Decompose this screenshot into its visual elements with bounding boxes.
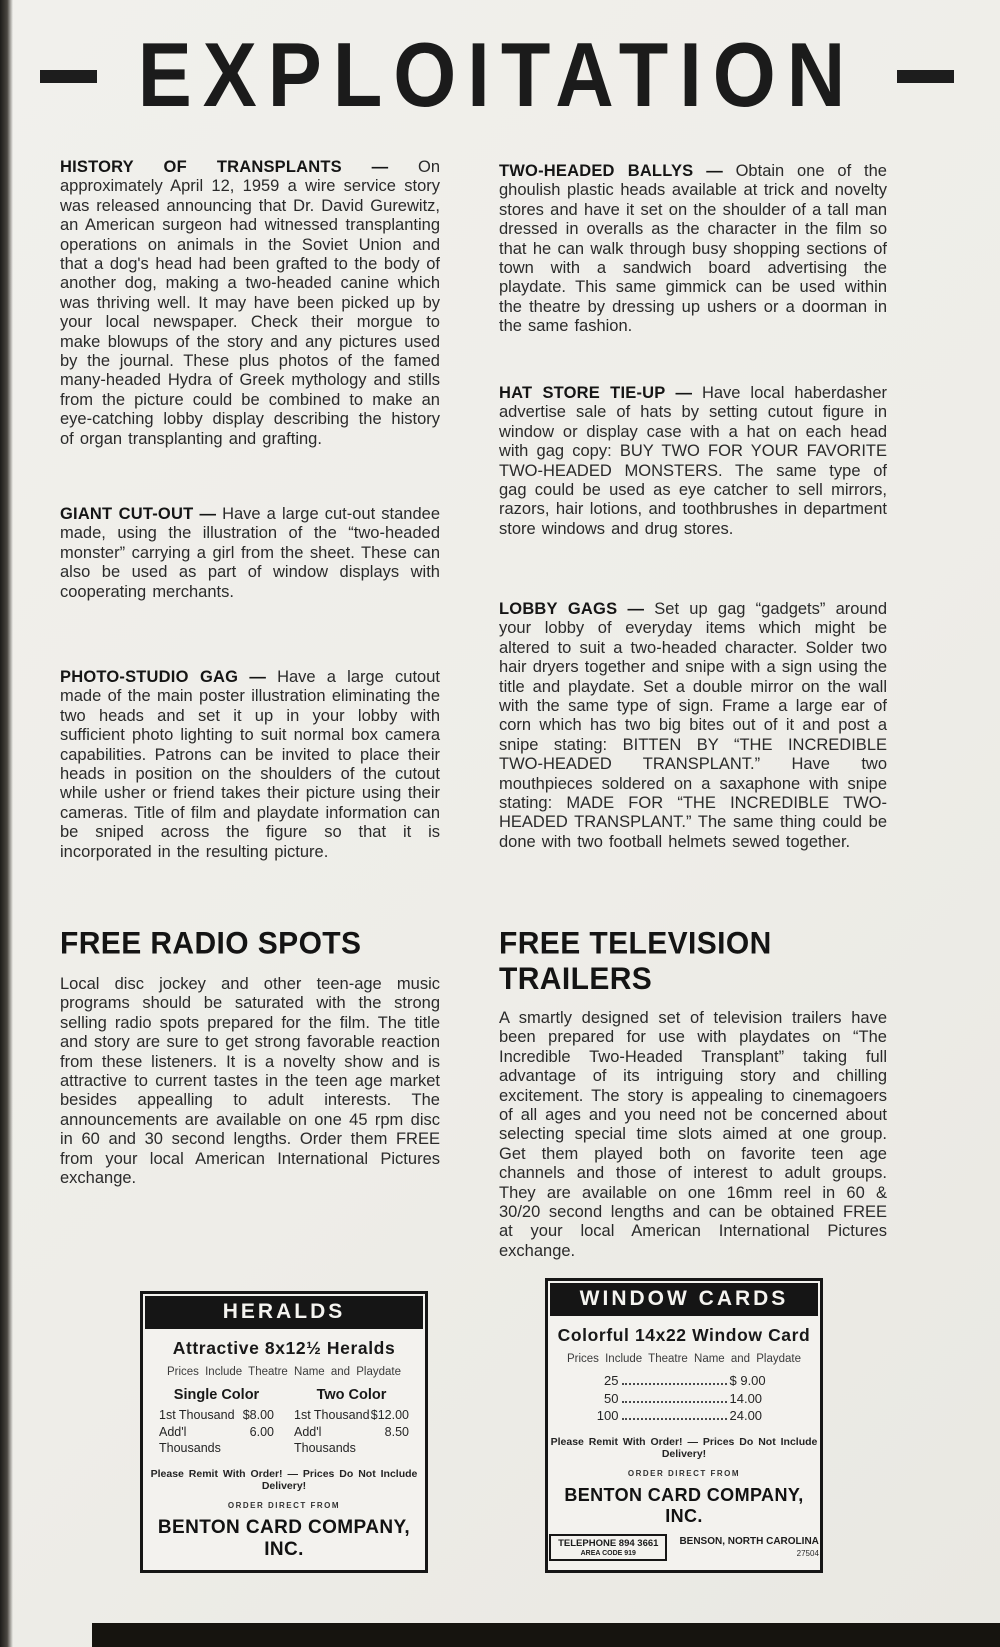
price-row — [159, 1407, 274, 1424]
dash-separator: — — [238, 668, 278, 686]
heralds-company-name: BENTON CARD COMPANY, INC. — [157, 1516, 411, 1560]
window-cards-remit-note: Please Remit With Order! — Prices Do Not Include Delivery! — [550, 1435, 818, 1460]
heralds-note: Prices Include Theatre Name and Playdate — [166, 1366, 402, 1378]
section-lobby-gags — [499, 600, 887, 852]
window-cards-contact-row — [548, 1534, 820, 1561]
section-text: Have local haberdasher advertise sale of hats by setting cutout figure in window or display case with a hat on each head with gag copy: BUY TWO FOR YOUR FAVORITE TWO-HEADED MONSTERS. The same type of gag could be used as eye catcher to sell mirrors, razors, hair lotions, and toothbrushes in department store windows and drug stores. — [499, 384, 887, 538]
section-text: Have a large cut-out standee made, using the illustration of the “two-headed monster” carrying a girl from the sheet. These can also be used as part of window displays with cooperating merchants. — [60, 505, 440, 601]
price-label: Add'l Thousands — [159, 1424, 221, 1455]
window-cards-header-bar: WINDOW CARDS — [550, 1283, 818, 1316]
price-label: 1st Thousand — [294, 1408, 370, 1422]
section-heading: PHOTO-STUDIO GAG — [60, 668, 239, 686]
heralds-header-bar: HERALDS — [145, 1296, 423, 1329]
two-color-column — [294, 1387, 409, 1457]
masthead-dash-left — [40, 70, 97, 83]
company-city: BENSON, NORTH CAROLINA — [679, 1536, 819, 1547]
section-history-of-transplants — [60, 158, 440, 449]
section-text: Have a large cutout made of the main poster illustration eliminating the two heads and set it up in your lobby with sufficient photo lighting to suit normal box camera capabilities. Patrons can be invited to place their heads in position on the shoulders of the cutout while usher or friend takes their picture using their cameras. Title of film and playdate information can be sniped across the figure so that it is incorporated in the resulting picture. — [60, 668, 440, 861]
price-row — [294, 1424, 409, 1457]
section-giant-cut-out — [60, 505, 440, 602]
dot-leader — [622, 1418, 727, 1420]
single-color-column — [159, 1387, 274, 1457]
section-text: On approximately April 12, 1959 a wire service story was released announcing that Dr. David Gurewitz, an American surgeon had witnessed transplanting operations on animals in the Soviet Union and that a dog's head had been grafted to the body of another dog, making a two-headed canine which was thriving well. It may have been picked up by your local newspaper. Check their morgue to make blowups of the story and any pictures used by the journal. These plus photos of the famed many-headed Hydra of Greek mythology and stills from the picture could be combined to make an eye-catching lobby display describing the history of organ transplanting and grafting. — [60, 158, 440, 448]
area-code: AREA CODE 919 — [580, 1549, 636, 1557]
heralds-remit-note: Please Remit With Order! — Prices Do Not Include Delivery! — [150, 1467, 418, 1492]
price-quantity: 25 — [604, 1373, 619, 1388]
window-cards-company-name: BENTON CARD COMPANY, INC. — [564, 1484, 804, 1526]
heralds-subtitle: Attractive 8x12½ Heralds — [172, 1338, 396, 1358]
dash-separator: — — [193, 505, 223, 523]
price-quantity: 50 — [604, 1390, 619, 1406]
heralds-order-direct-label: ORDER DIRECT FROM — [227, 1500, 341, 1510]
price-quantity: 100 — [596, 1408, 619, 1423]
masthead-dash-right — [897, 70, 954, 83]
price-row — [587, 1372, 782, 1390]
section-photo-studio-gag — [60, 668, 440, 862]
paragraph — [60, 158, 440, 449]
section-text: A smartly designed set of television trailers have been prepared for use with playdates on “The Incredible Two-Headed Transplant” taking full advantage of its intriguing story and chilling excitement. The story is appealing to cinemagoers of all ages and you need not be concerned about selecting special time slots aimed at one group. Get them played both on favorite teen age channels and those of interest to adult groups. They are available on one 16mm reel in 60 & 30/20 second lengths and can be obtained FREE at your local American International Pictures exchange. — [499, 1009, 887, 1260]
section-text: Obtain one of the ghoulish plastic heads available at trick and novelty stores and have it set on the shoulder of a tall man dressed in overalls as the character in the film so that he can walk through busy shopping sections of town with a sandwich board advertising the playdate. This same gimmick can be used within the theatre by dressing up ushers or a doorman in the same fashion. — [499, 162, 887, 336]
paragraph — [499, 600, 887, 852]
price-value: 14.00 — [729, 1390, 763, 1406]
price-row — [587, 1390, 782, 1408]
dash-separator: — — [617, 600, 655, 618]
price-value: $8.00 — [242, 1408, 274, 1422]
price-row — [294, 1407, 409, 1424]
dash-separator: — — [665, 384, 702, 402]
paragraph — [499, 162, 887, 337]
section-text: Local disc jockey and other teen-age music programs should be saturated with the strong selling radio spots prepared for the film. The title and story are sure to get strong favorable reaction from these listeners. It is a novelty show and is attractive to current tastes in the teen age market besides appealling to adult interests. The announcements are available on one 45 rpm disc in 60 and 30 second lengths. Order them FREE from your local American International Pictures exchange. — [60, 975, 440, 1188]
paragraph — [60, 668, 440, 862]
paragraph — [60, 505, 440, 602]
window-cards-subtitle: Colorful 14x22 Window Card — [557, 1325, 811, 1345]
price-value: 8.50 — [384, 1424, 409, 1439]
section-text: Set up gag “gadgets” around your lobby of everyday items which might be altered to suit a two-headed character. Solder two hair dryers together and snipe with a sign using the title and playdate. Set a double mirror on the wall with the same type of sign. Frame a large ear of corn which has two big bites out of it and post a snipe stating: BITTEN BY “THE INCREDIBLE TWO-HEADED TRANSPLANT.” Have two mouthpieces soldered on a saxaphone with snipe stating: MADE FOR “THE INCREDIBLE TWO-HEADED TRANSPLANT.” The same thing could be done with two football helmets sewed together. — [499, 600, 887, 851]
dash-separator: — — [693, 162, 736, 180]
price-row — [587, 1407, 782, 1425]
window-cards-ad-box — [545, 1278, 823, 1573]
scan-edge-left — [0, 0, 13, 1647]
price-row — [159, 1424, 274, 1457]
window-cards-price-list — [587, 1372, 782, 1425]
price-column-title: Two Color — [316, 1387, 387, 1403]
price-value: 6.00 — [249, 1424, 274, 1439]
price-value: 24.00 — [729, 1408, 763, 1423]
section-heading: LOBBY GAGS — [499, 600, 618, 618]
section-two-headed-ballys — [499, 162, 887, 337]
scan-edge-bottom — [92, 1623, 1000, 1647]
telephone-number: TELEPHONE 894 3661 — [558, 1537, 659, 1549]
section-heading: TWO-HEADED BALLYS — [499, 162, 694, 180]
masthead — [40, 25, 954, 126]
window-cards-note: Prices Include Theatre Name and Playdate — [566, 1353, 802, 1365]
telephone-box — [549, 1534, 667, 1561]
section-heading: HISTORY OF TRANSPLANTS — [60, 158, 342, 176]
section-hat-store-tie-up — [499, 384, 887, 539]
free-television-trailers-heading: FREE TELEVISION TRAILERS — [499, 926, 772, 997]
window-cards-order-direct-label: ORDER DIRECT FROM — [627, 1468, 741, 1478]
price-label: 1st Thousand — [159, 1408, 235, 1422]
section-heading: HAT STORE TIE-UP — [499, 384, 666, 402]
dot-leader — [622, 1383, 727, 1385]
price-value: $ 9.00 — [729, 1373, 766, 1388]
page-title: EXPLOITATION — [137, 25, 857, 126]
section-heading: GIANT CUT-OUT — [60, 505, 194, 523]
price-value: $12.00 — [370, 1408, 409, 1422]
heralds-ad-box — [140, 1291, 428, 1573]
section-free-radio-spots — [60, 926, 440, 1188]
company-address — [679, 1536, 818, 1558]
section-free-television-trailers — [499, 926, 887, 1261]
price-label: Add'l Thousands — [294, 1424, 356, 1455]
heralds-price-table — [159, 1387, 409, 1457]
dash-separator: — — [341, 158, 418, 176]
paragraph — [499, 384, 887, 539]
dot-leader — [622, 1401, 727, 1403]
company-zip: 27504 — [796, 1549, 819, 1558]
free-radio-spots-heading: FREE RADIO SPOTS — [60, 926, 362, 961]
price-column-title: Single Color — [173, 1387, 260, 1403]
